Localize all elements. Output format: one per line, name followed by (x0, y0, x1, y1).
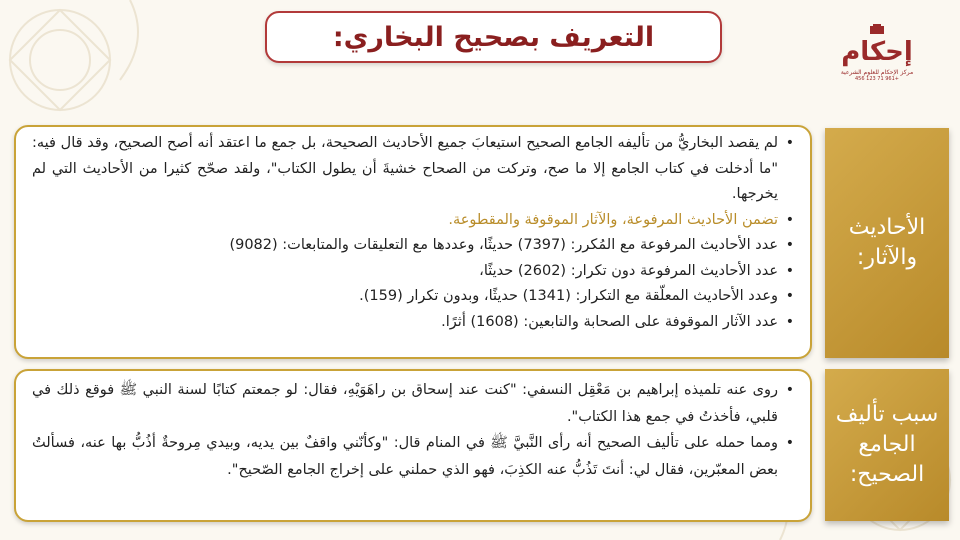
content-box-hadith (14, 125, 812, 359)
bullet-list (32, 377, 796, 483)
list-item: • روى عنه تلميذه إبراهيم بن مَعْقِل النسفي: "كنت عند إسحاق بن راهَوَيْهِ، فقال: لو جمعتم كتابًا لسنة النبي ﷺ فوقع ذلك في قلبي، فأخذتُ في جمع هذا الكتاب". (32, 377, 778, 430)
content-box-reason (14, 369, 812, 522)
list-item: • وعدد الأحاديث المعلّقة مع التكرار: (1341) حديثًا، وبدون تكرار (159). (32, 284, 778, 310)
section-label-hadith (825, 128, 949, 358)
section-label-line: والآثار: (856, 245, 918, 270)
list-item: • عدد الآثار الموقوفة على الصحابة والتابعين: (1608) أثرًا. (32, 310, 778, 336)
title-box (265, 11, 722, 63)
list-item: • لم يقصد البخاريُّ من تأليفه الجامع الصحيح استيعابَ جميع الأحاديث الصحيحة، بل جمع ما اعتقد أنه أصح الصحيح، وقد قال فيه: "ما أدخلت في كتاب الجامع إلا ما صح، وتركت من الصحاح خشيةَ أن يطول الكتاب"، ولقد صحّح كثيرا من الأحاديث التي لم يخرجها. (32, 131, 778, 208)
bullet-list (32, 131, 796, 335)
logo-subtitle: مركز الإحكام للعلوم الشرعية (840, 69, 914, 76)
section-label-line: الصحيح: (849, 462, 925, 487)
section-label-line: الجامع (858, 432, 916, 457)
list-item: • ومما حمله على تأليف الصحيح أنه رأى النَّبيَّ ﷺ في المنام قال: "وكأنّني واقفٌ بين يديه، وبيدي مِروحةٌ أذُبُّ بها عنه، فسألتُ بعض المعبّرين، فقال لي: أنتَ تَذُبُّ عنه الكذِبَ، فهو الذي حملني على إخراج الجامع الصّحيح". (32, 430, 778, 483)
section-label-line: سبب تأليف (835, 402, 939, 427)
list-item: • عدد الأحاديث المرفوعة دون تكرار: (2602) حديثًا، (32, 259, 778, 285)
logo-name: إحكام (841, 37, 913, 67)
logo-phone: +961 71 123 456 (855, 76, 899, 82)
logo-icon (841, 24, 913, 68)
list-item: • عدد الأحاديث المرفوعة مع المُكرر: (7397) حديثًا، وعددها مع التعليقات والمتابعات: (9082) (32, 233, 778, 259)
section-label-reason (825, 369, 949, 521)
section-label-line: الأحاديث (848, 215, 926, 240)
page-title: التعريف بصحيح البخاري: (332, 21, 655, 53)
logo (842, 24, 912, 94)
list-item-accent: • تضمن الأحاديث المرفوعة، والآثار الموقوفة والمقطوعة. (32, 208, 778, 234)
